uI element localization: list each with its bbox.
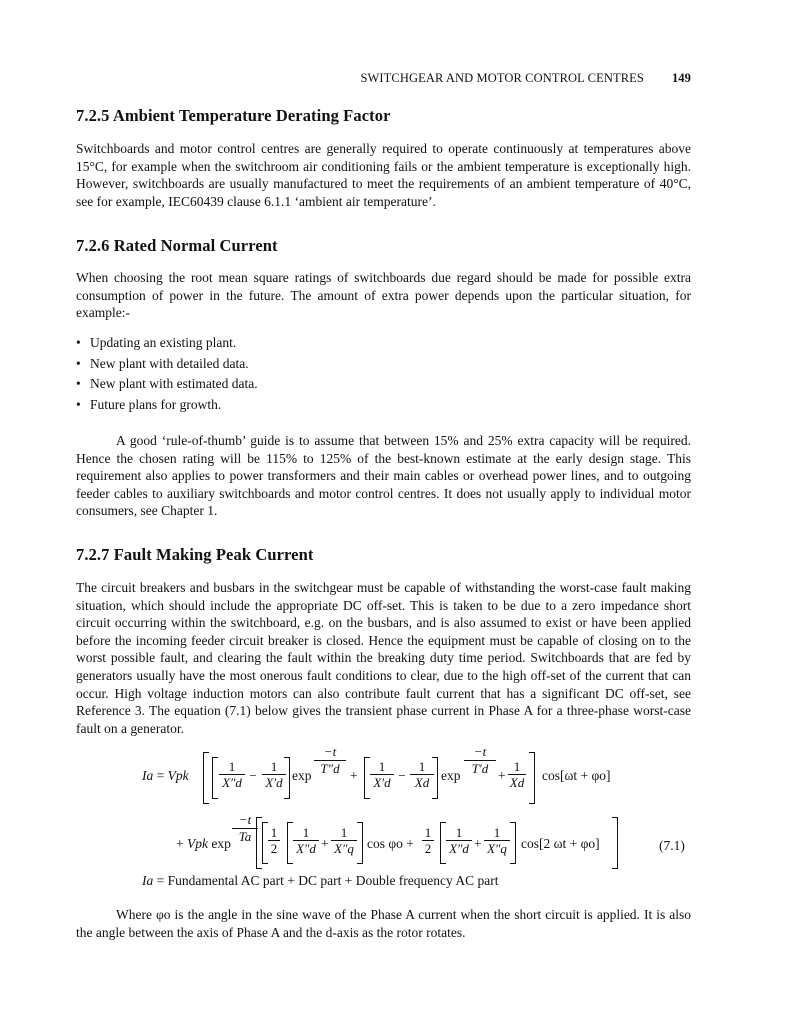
eq-outer-bracket-right: [529, 752, 535, 804]
eq-frac-1-xd2: 1 X″d: [219, 759, 245, 791]
eq-frac-1-xd1: 1 X′d: [262, 759, 286, 791]
bullet-list: [76, 333, 258, 416]
eq-plus: +: [498, 768, 506, 783]
eq-bracket: [510, 822, 516, 864]
eq-frac-1-xq2: 1 X″q: [331, 825, 357, 857]
eq-plus: +: [474, 836, 482, 851]
eq-exp-1: exp: [292, 768, 312, 783]
eq-frac-1-xd: 1 Xd: [410, 759, 434, 791]
section-heading-7-2-6: 7.2.6 Rated Normal Current: [76, 236, 278, 255]
eq-frac-half: 1 2: [268, 825, 280, 857]
eq-term2-tail: cos[2 ωt + φo]: [521, 836, 600, 851]
eq-frac-1-xq2b: 1 X″q: [484, 825, 510, 857]
paragraph-fault-making: The circuit breakers and busbars in the switchgear must be capable of withstanding the worst-case fault making situation, which should include the appropriate DC off-set. This is taken to be due to a zero impedance short circuit occurring within the switchboard, e.g. on the busbars, and is also assumed to exist or have been applied before the incoming feeder circuit breaker is closed. Hence the equipment must be capable of closing on to the worst possible fault, and clearing the fault within the breaking duty time period. Switchboards that are fed by generators usually have the most onerous fault conditions to clear, due to the high off-set of the current that can occur. High voltage induction motors can also contribute fault current that has a significant DC off-set, see Reference 3. The equation (7.1) below gives the transient phase current in Phase A for a three-phase worst-case fault on a generator.: [76, 580, 691, 736]
paragraph-rated-current: When choosing the root mean square ratings of switchboards due regard should be made for possible extra consumption of power in the future. The amount of extra power depends upon the particular situation, for example:-: [76, 270, 691, 321]
section-heading-7-2-7: 7.2.7 Fault Making Peak Current: [76, 545, 314, 564]
list-item: • Future plans for growth.: [76, 395, 258, 416]
eq-outer-bracket-left: [203, 752, 209, 804]
equation-number: (7.1): [659, 838, 685, 853]
eq-bracket: [212, 757, 218, 799]
eq-frac-1-xd-b: 1 Xd: [509, 759, 525, 790]
eq-outer-bracket-right-2: [612, 817, 618, 869]
eq-frac-half-b: 1 2: [422, 825, 434, 857]
list-item: • New plant with detailed data.: [76, 354, 258, 375]
running-header: [76, 71, 691, 86]
bullet-icon: •: [76, 355, 81, 371]
bullet-icon: •: [76, 397, 81, 413]
eq-bracket: [357, 822, 363, 864]
list-item: • New plant with estimated data.: [76, 374, 258, 395]
page-number: 149: [671, 71, 691, 85]
eq-cos-phi: cos φo +: [367, 836, 414, 851]
eq-plus: +: [321, 836, 329, 851]
section-heading-7-2-5: 7.2.5 Ambient Temperature Derating Factor: [76, 106, 391, 125]
paragraph-ambient-temperature: Switchboards and motor control centres are generally required to operate continuously at temperatures above 15°C, for example when the switchroom air conditioning fails or the ambient temperature is exceptionally high. However, switchboards are usually manufactured to meet the requirements of an ambient temperature of 40°C, see for example, IEC60439 clause 6.1.1 ‘ambient air temperature’.: [76, 141, 691, 209]
eq-outer-bracket-left-2: [256, 817, 262, 869]
eq-minus: −: [398, 768, 406, 783]
eq-plus: +: [350, 768, 358, 783]
eq-frac-t-t1d: −t T′d: [464, 744, 496, 777]
eq-frac-t-t2d: −t T″d: [314, 744, 346, 777]
bullet-icon: •: [76, 335, 81, 350]
eq-frac-1-xd2b: 1 X″d: [293, 825, 319, 857]
bullet-icon: •: [76, 376, 81, 392]
paragraph-phi-definition: Where φo is the angle in the sine wave of the Phase A current when the short circuit is applied. It is also the angle between the axis of Phase A and the d-axis as the rotor rotates.: [76, 907, 691, 940]
list-item: • Updating an existing plant.: [76, 333, 258, 354]
eq-minus: −: [249, 768, 257, 783]
running-title: SWITCHGEAR AND MOTOR CONTROL CENTRES: [360, 71, 644, 85]
eq-frac-1-xd1b: 1 X′d: [370, 759, 394, 791]
eq-frac-1-xd2c: 1 X″d: [446, 825, 472, 857]
eq-bracket: [284, 757, 290, 799]
eq-frac-t-ta: −t Ta: [232, 812, 258, 845]
eq-exp-2: exp: [441, 768, 461, 783]
eq-components: Ia = Fundamental AC part + DC part + Double frequency AC part: [142, 873, 499, 888]
paragraph-rule-of-thumb: A good ‘rule-of-thumb’ guide is to assume that between 15% and 25% extra capacity will be required. Hence the chosen rating will be 115% to 125% of the best-known estimate at the early design stage. This requirement also applies to power transformers and their main cables or overhead power lines, and to outgoing feeder cables to auxiliary switchboards and motor control centres. It does not usually apply to individual motor consumers, see Chapter 1.: [76, 433, 691, 519]
eq-line2-lead: + Vpk exp: [176, 836, 231, 851]
eq-bracket: [432, 757, 438, 799]
eq-lhs: Ia = Vpk: [142, 768, 189, 783]
eq-term1-tail: cos[ωt + φo]: [542, 768, 611, 783]
